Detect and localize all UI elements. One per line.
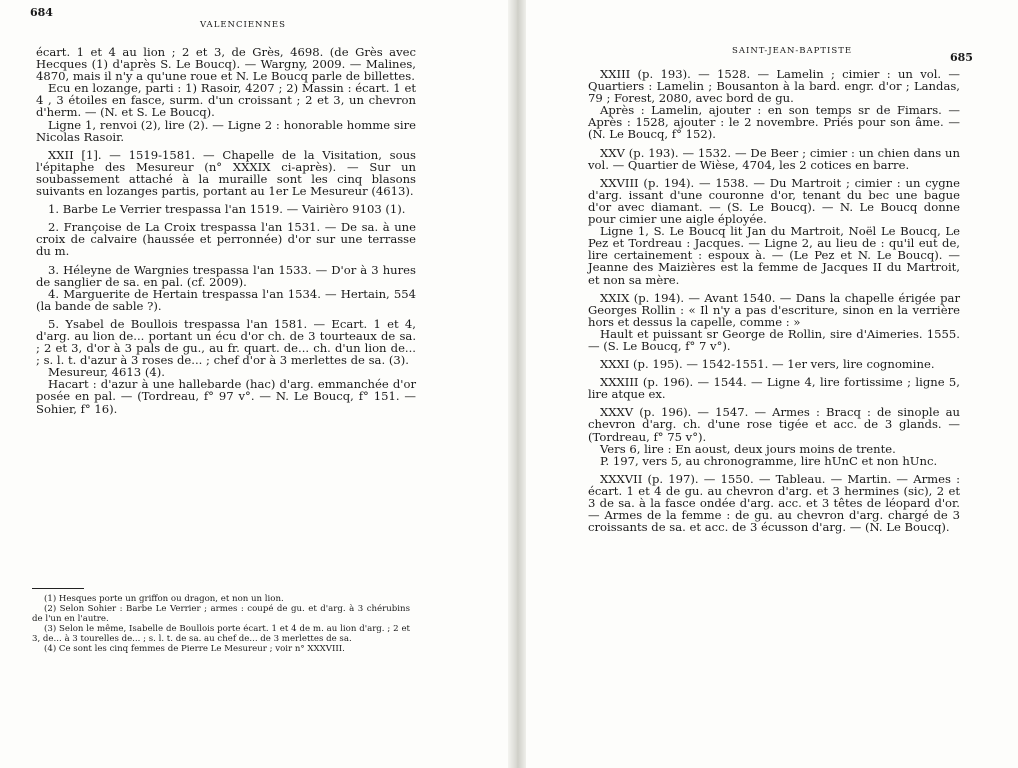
- footnote: (4) Ce sont les cinq femmes de Pierre Le Mesureur ; voir n° XXXVIII.: [44, 644, 345, 654]
- paragraph: 5. Ysabel de Boullois trespassa l'an 1581. — Ecart. 1 et 4, d'arg. au lion de... portant un écu d'or ch. de 3 tourteaux de sa. ; 2 et 3, d'or à 3 pals de gu., au fr. quart. de... ch. d'un lion de... ; s. l. t. d'azur à 3 roses de... ; chef d'or à 3 merlettes de sa. (3).: [36, 316, 416, 368]
- paragraph: Après : Lamelin, ajouter : en son temps sr de Fimars. — Après : 1528, ajouter : le 2 novembre. Priés pour son âme. — (N. Le Boucq, f° 152).: [588, 103, 960, 142]
- entry-heading-paragraph: XXXVII (p. 197). — 1550. — Tableau. — Martin. — Armes : écart. 1 et 4 de gu. au chevron d'arg. et 3 hermines (sic), 2 et 3 de sa. à la fasce ondée d'arg. acc. et 3 têtes de léopard d'or. — Armes de la femme : de gu. au chevron d'arg. chargé de 3 croissants de sa. et acc. de 3 écusson d'arg. — (N. Le Boucq).: [588, 471, 960, 535]
- paragraph: Hacart : d'azur à une hallebarde (hac) d'arg. emmanchée d'or posée en pal. — (Tordreau, f° 97 v°. — N. Le Boucq, f° 151. — Sohier, f° 16).: [36, 377, 416, 416]
- footnote: (3) Selon le même, Isabelle de Boullois porte écart. 1 et 4 de m. au lion d'arg. ; 2 et 3, de... à 3 tourelles de... ; s. l. t. de sa. au chef de... de 3 merlettes de sa.: [32, 624, 410, 644]
- book-gutter: [508, 0, 526, 768]
- footnote-rule: [32, 588, 84, 589]
- entry-heading-paragraph: XXIX (p. 194). — Avant 1540. — Dans la chapelle érigée par Georges Rollin : « Il n'y a pas d'escriture, sinon en la verrière hors et dessus la capelle, comme : »: [588, 290, 960, 329]
- paragraph: Vers 6, lire : En aoust, deux jours moins de trente.: [600, 441, 896, 456]
- left-page: [22, 0, 510, 768]
- entry-heading-paragraph: XXIII (p. 193). — 1528. — Lamelin ; cimier : un vol. — Quartiers : Lamelin ; Bousanton à la bard. engr. d'or ; Landas, 79 ; Forest, 2080, avec bord de gu.: [588, 67, 960, 106]
- page-number-right: 685: [950, 51, 973, 64]
- paragraph: 1. Barbe Le Verrier trespassa l'an 1519. — Vairièro 9103 (1).: [48, 202, 406, 217]
- entry-heading-paragraph: XXXV (p. 196). — 1547. — Armes : Bracq : de sinople au chevron d'arg. ch. d'une rose tigée et acc. de 3 glands. — (Tordreau, f° 75 v°).: [588, 405, 960, 444]
- paragraph: écart. 1 et 4 au lion ; 2 et 3, de Grès, 4698. (de Grès avec Hecques (1) d'après S. Le Boucq). — Wargny, 2009. — Malines, 4870, mais il n'y a qu'une roue et N. Le Boucq parle de billettes.: [36, 45, 416, 84]
- right-page: [540, 0, 1018, 768]
- paragraph: 2. Françoise de La Croix trespassa l'an 1531. — De sa. à une croix de calvaire (haussée et perronnée) d'or sur une terrasse du m.: [36, 220, 416, 259]
- entry-heading-paragraph: XXXIII (p. 196). — 1544. — Ligne 4, lire fortissime ; ligne 5, lire atque ex.: [588, 375, 960, 402]
- paragraph: Hault et puissant sr George de Rollin, sire d'Aimeries. 1555. — (S. Le Boucq, f° 7 v°).: [588, 326, 960, 353]
- entry-heading-paragraph: XXII [1]. — 1519-1581. — Chapelle de la Visitation, sous l'épitaphe des Mesureur (n° XXXIX ci-après). — Sur un soubassement attaché à la muraille sont les cinq blasons suivants en lozanges partis, portant au 1er Le Mesureur (4613).: [36, 147, 416, 199]
- paragraph: P. 197, vers 5, au chronogramme, lire hUnC et non hUnc.: [600, 453, 938, 468]
- footnotes: [32, 594, 410, 654]
- page-number-left: 684: [30, 6, 53, 19]
- footnote: (2) Selon Sohier : Barbe Le Verrier ; armes : coupé de gu. et d'arg. à 3 chérubins de l'un en l'autre.: [32, 604, 410, 624]
- left-page-body: [36, 46, 416, 415]
- paragraph: Ecu en lozange, parti : 1) Rasoir, 4207 ; 2) Massin : écart. 1 et 4 , 3 étoiles en fasce, surm. d'un croissant ; 2 et 3, un chevron d'herm. — (N. et S. Le Boucq).: [36, 81, 416, 120]
- entry-heading-paragraph: XXV (p. 193). — 1532. — De Beer ; cimier : un chien dans un vol. — Quartier de Wièse, 4704, les 2 cotices en barre.: [588, 145, 960, 172]
- entry-heading-paragraph: XXXI (p. 195). — 1542-1551. — 1er vers, lire cognomine.: [600, 357, 935, 372]
- paragraph: 3. Héleyne de Wargnies trespassa l'an 1533. — D'or à 3 hures de sanglier de sa. en pal. (cf. 2009).: [36, 262, 416, 289]
- footnote: (1) Hesques porte un griffon ou dragon, et non un lion.: [44, 594, 284, 604]
- paragraph: Ligne 1, S. Le Boucq lit Jan du Martroit, Noël Le Boucq, Le Pez et Tordreau : Jacques. — Ligne 2, au lieu de : qu'il eut de, lire certainement : espoux à. — (Le Pez et N. Le Boucq). — Jeanne des Maizières est la femme de Jacques II du Martroit, et non sa mère.: [588, 224, 960, 287]
- entry-heading-paragraph: XXVIII (p. 194). — 1538. — Du Martroit ; cimier : un cygne d'arg. issant d'une couronne d'or, tenant du bec une bague d'or avec diamant. — (S. Le Boucq). — N. Le Boucq donne pour cimier une aigle éployée.: [588, 175, 960, 227]
- right-page-body: [588, 68, 960, 533]
- paragraph: 4. Marguerite de Hertain trespassa l'an 1534. — Hertain, 554 (la bande de sable ?).: [36, 286, 416, 313]
- running-head-right: SAINT-JEAN-BAPTISTE: [732, 46, 853, 56]
- paragraph: Mesureur, 4613 (4).: [48, 365, 165, 380]
- running-head-left: VALENCIENNES: [200, 20, 286, 30]
- paragraph: Ligne 1, renvoi (2), lire (2). — Ligne 2 : honorable homme sire Nicolas Rasoir.: [36, 117, 416, 144]
